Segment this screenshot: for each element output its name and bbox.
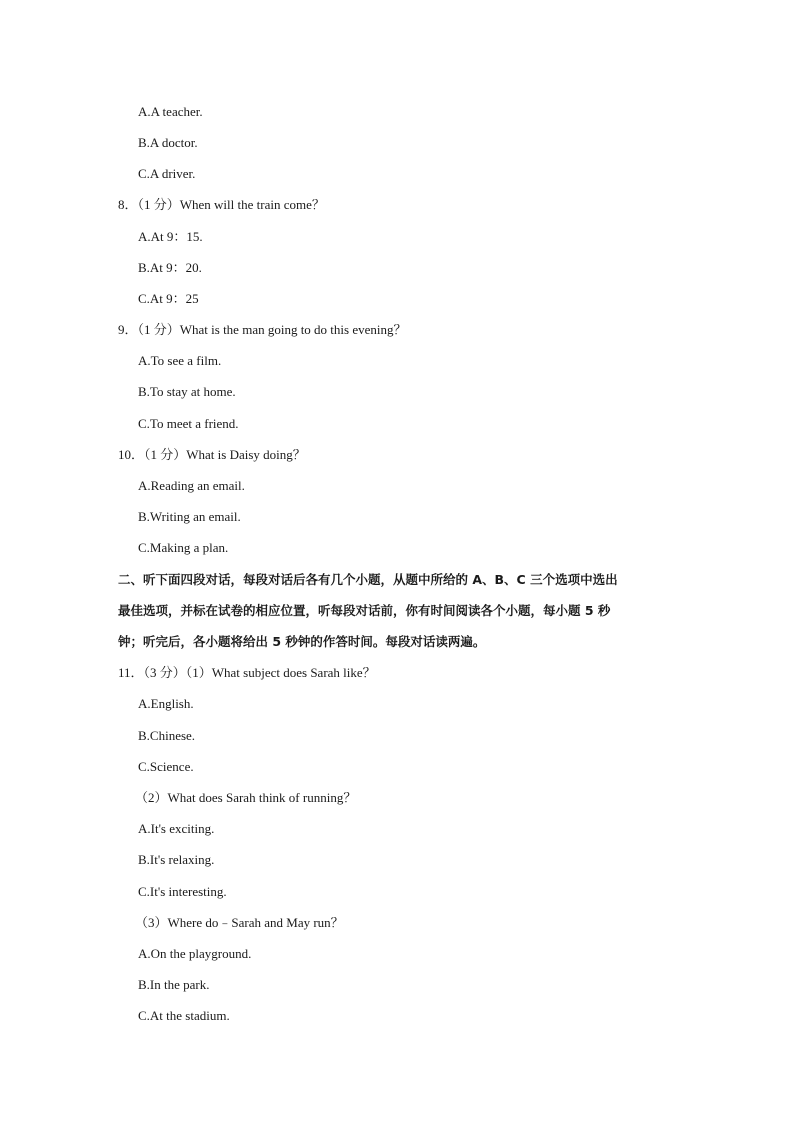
section-2-instructions-line-2: 最佳选项，并标在试卷的相应位置，听每段对话前，你有时间阅读各个小题，每小题 5 秒 bbox=[118, 603, 611, 618]
q11-1-option-b: B.Chinese. bbox=[138, 728, 196, 743]
q11-3-option-a: A.On the playground. bbox=[138, 946, 252, 961]
q7-option-b: B.A doctor. bbox=[138, 135, 198, 150]
q7-option-c: C.A driver. bbox=[138, 166, 196, 181]
question-9: 9．（1 分）What is the man going to do this evening？ bbox=[118, 322, 407, 337]
question-11-part-1: 11．（3 分）（1）What subject does Sarah like？ bbox=[118, 665, 376, 680]
q7-option-a: A.A teacher. bbox=[138, 104, 203, 119]
section-2-instructions-line-1: 二、听下面四段对话，每段对话后各有几个小题，从题中所给的 A、B、C 三个选项中选出 bbox=[118, 572, 618, 587]
q11-2-option-c: C.It's interesting. bbox=[138, 884, 227, 899]
q10-option-c: C.Making a plan. bbox=[138, 540, 229, 555]
q11-3-option-b: B.In the park. bbox=[138, 977, 210, 992]
question-11-part-2: （2）What does Sarah think of running？ bbox=[135, 790, 357, 805]
section-2-instructions-line-3: 钟；听完后，各小题将给出 5 秒钟的作答时间。每段对话读两遍。 bbox=[118, 634, 486, 649]
q11-1-option-c: C.Science. bbox=[138, 759, 194, 774]
question-8: 8．（1 分）When will the train come？ bbox=[118, 197, 325, 212]
q9-option-a: A.To see a film. bbox=[138, 353, 222, 368]
q11-1-option-a: A.English. bbox=[138, 696, 194, 711]
q9-option-c: C.To meet a friend. bbox=[138, 416, 239, 431]
q10-option-a: A.Reading an email. bbox=[138, 478, 245, 493]
q9-option-b: B.To stay at home. bbox=[138, 384, 236, 399]
q11-2-option-b: B.It's relaxing. bbox=[138, 852, 215, 867]
q11-3-option-c: C.At the stadium. bbox=[138, 1008, 230, 1023]
q8-option-c: C.At 9：25 bbox=[138, 291, 199, 306]
q11-2-option-a: A.It's exciting. bbox=[138, 821, 215, 836]
q8-option-a: A.At 9：15. bbox=[138, 229, 203, 244]
question-10: 10．（1 分）What is Daisy doing？ bbox=[118, 447, 306, 462]
q10-option-b: B.Writing an email. bbox=[138, 509, 241, 524]
question-11-part-3: （3）Where do﹣Sarah and May run？ bbox=[135, 915, 344, 930]
q8-option-b: B.At 9：20. bbox=[138, 260, 202, 275]
